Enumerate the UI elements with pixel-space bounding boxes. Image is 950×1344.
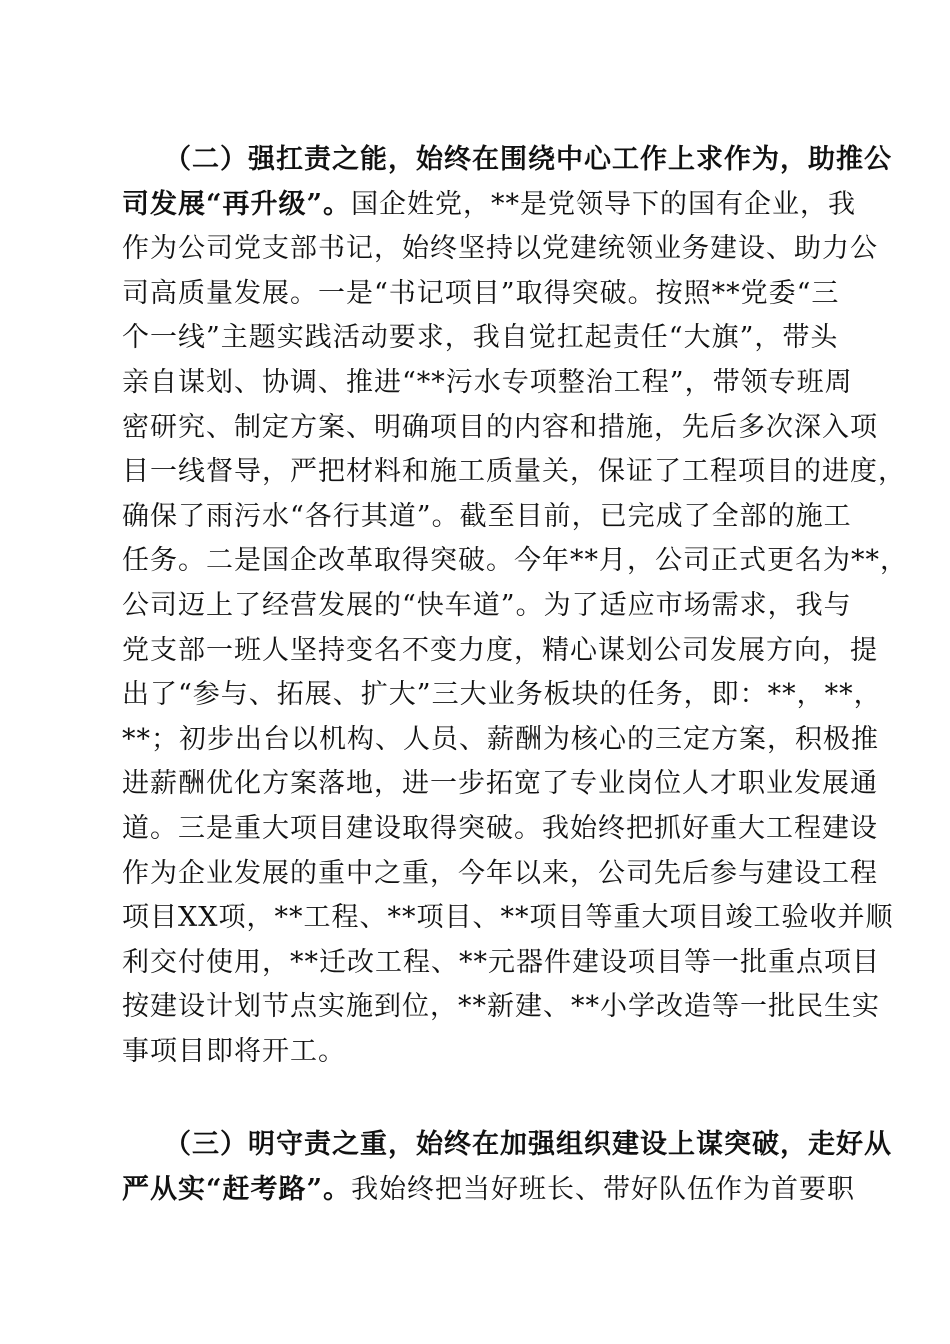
paragraph-line [122, 1123, 892, 1168]
paragraph-line: **；初步出台以机构、人员、薪酬为核心的三定方案，积极推 [122, 723, 879, 755]
paragraph-line: 个一线”主题实践活动要求，我自觉扛起责任“大旗”，带头 [122, 322, 839, 354]
paragraph-line: 作为公司党支部书记，始终坚持以党建统领业务建设、助力公 [122, 233, 878, 265]
paragraph-line: 确保了雨污水“各行其道”。截至目前，已完成了全部的施工 [122, 500, 852, 532]
paragraph-2 [122, 138, 908, 1074]
paragraph-heading: （三）明守责之重，始终在加强组织建设上谋突破，走好从 [164, 1129, 892, 1160]
paragraph-line: 司高质量发展。一是“书记项目”取得突破。按照**党委“三 [122, 277, 840, 309]
paragraph-line [122, 138, 892, 183]
paragraph-line: 亲自谋划、协调、推进“**污水专项整治工程”，带领专班周 [122, 366, 853, 398]
paragraph-line: 进薪酬优化方案落地，进一步拓宽了专业岗位人才职业发展通 [122, 768, 878, 800]
paragraph-line: 按建设计划节点实施到位，**新建、**小学改造等一批民生实 [122, 991, 880, 1023]
paragraph-heading: 司发展“再升级”。 [122, 188, 352, 220]
paragraph-line: 项目XX项，**工程、**项目、**项目等重大项目竣工验收并顺 [122, 902, 894, 934]
paragraph-heading: （二）强扛责之能，始终在围绕中心工作上求作为，助推公 [164, 144, 892, 175]
paragraph-line: 目一线督导，严把材料和施工质量关，保证了工程项目的进度， [122, 456, 906, 488]
paragraph-line: 司发展“再升级”。国企姓党，**是党领导下的国有企业，我 [122, 188, 857, 220]
paragraph-line: 利交付使用，**迁改工程、**元器件建设项目等一批重点项目 [122, 946, 880, 978]
paragraph-line: 党支部一班人坚持变名不变力度，精心谋划公司发展方向，提 [122, 634, 878, 666]
paragraph-line: 公司迈上了经营发展的“快车道”。为了适应市场需求，我与 [122, 589, 852, 621]
paragraph-line: 道。三是重大项目建设取得突破。我始终把抓好重大工程建设 [122, 812, 878, 844]
paragraph-line: 事项目即将开工。 [122, 1035, 346, 1067]
paragraph-heading: 严从实“赶考路”。 [122, 1173, 352, 1205]
paragraph-line: 出了“参与、拓展、扩大”三大业务板块的任务，即：**，**， [122, 679, 882, 711]
paragraph-line: 作为企业发展的重中之重，今年以来，公司先后参与建设工程 [122, 857, 878, 889]
paragraph-line: 密研究、制定方案、明确项目的内容和措施，先后多次深入项 [122, 411, 878, 443]
paragraph-3 [122, 1123, 892, 1212]
paragraph-line: 严从实“赶考路”。我始终把当好班长、带好队伍作为首要职 [122, 1173, 856, 1205]
paragraph-line: 任务。二是国企改革取得突破。今年**月，公司正式更名为**， [122, 545, 908, 577]
